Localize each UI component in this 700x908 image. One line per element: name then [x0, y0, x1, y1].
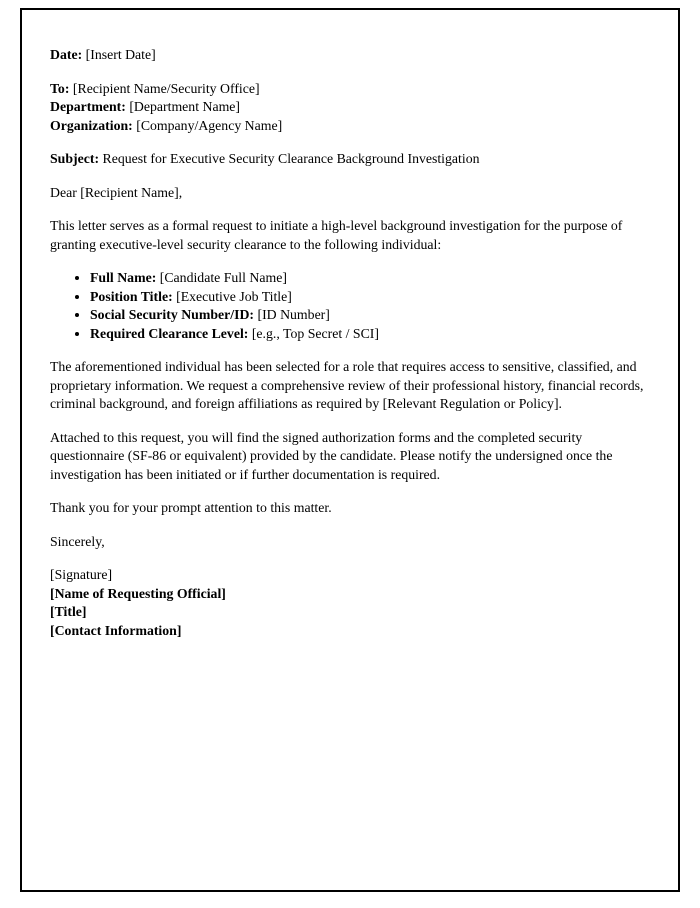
date-line: [50, 46, 648, 65]
subject-line: [50, 150, 648, 169]
intro-paragraph: This letter serves as a formal request to initiate a high-level background investigation for the purpose of granting executive-level security clearance to the following individual:: [50, 218, 623, 252]
clearance-level-label: Required Clearance Level:: [90, 325, 249, 341]
department-value: [Department Name]: [129, 99, 241, 114]
bullet-item-ssn-id: [90, 306, 648, 325]
bullet-item-position-title: [90, 288, 648, 307]
signature-block: [50, 566, 648, 640]
subject-label: Subject:: [50, 151, 100, 166]
full-name-value: [Candidate Full Name]: [159, 270, 287, 285]
organization-label: Organization:: [50, 117, 133, 133]
candidate-details-list: [50, 269, 648, 343]
ssn-id-value: [ID Number]: [257, 307, 330, 322]
position-title-label: Position Title:: [90, 288, 173, 304]
letter-page: [20, 8, 680, 892]
subject-value: Request for Executive Security Clearance Background Investigation: [102, 151, 480, 166]
to-value: [Recipient Name/Security Office]: [72, 80, 260, 96]
date-value: [Insert Date]: [85, 47, 156, 62]
recipient-block: [50, 80, 648, 136]
official-name: [Name of Requesting Official]: [50, 585, 226, 601]
bullet-item-clearance-level: [90, 325, 648, 344]
department-label: Department:: [50, 99, 126, 114]
ssn-id-label: Social Security Number/ID:: [90, 307, 255, 322]
thanks-paragraph: Thank you for your prompt attention to this matter.: [50, 500, 332, 515]
official-title: [Title]: [50, 604, 87, 619]
contact-information: [Contact Information]: [50, 622, 182, 638]
position-title-value: [Executive Job Title]: [176, 288, 292, 304]
to-label: To:: [50, 80, 70, 96]
department-line: [50, 98, 648, 117]
salutation: Dear [Recipient Name],: [50, 184, 183, 200]
closing: Sincerely,: [50, 533, 105, 549]
date-label: Date:: [50, 47, 83, 62]
selection-paragraph: The aforementioned individual has been selected for a role that requires access to sensitive, classified, and proprietary information. We request a comprehensive review of their professional history, financial records, criminal background, and foreign affiliations as required by [Relevant Regulation or Policy].: [50, 359, 644, 411]
full-name-label: Full Name:: [90, 270, 157, 285]
to-line: [50, 80, 648, 99]
organization-value: [Company/Agency Name]: [136, 117, 283, 133]
bullet-item-full-name: [90, 269, 648, 288]
clearance-level-value: [e.g., Top Secret / SCI]: [251, 325, 379, 341]
attachments-paragraph: Attached to this request, you will find the signed authorization forms and the completed security questionnaire (SF-86 or equivalent) provided by the candidate. Please notify the undersigned once the investigation has been initiated or if further documentation is required.: [50, 429, 613, 482]
organization-line: [50, 117, 648, 136]
signature-placeholder: [Signature]: [50, 567, 113, 582]
